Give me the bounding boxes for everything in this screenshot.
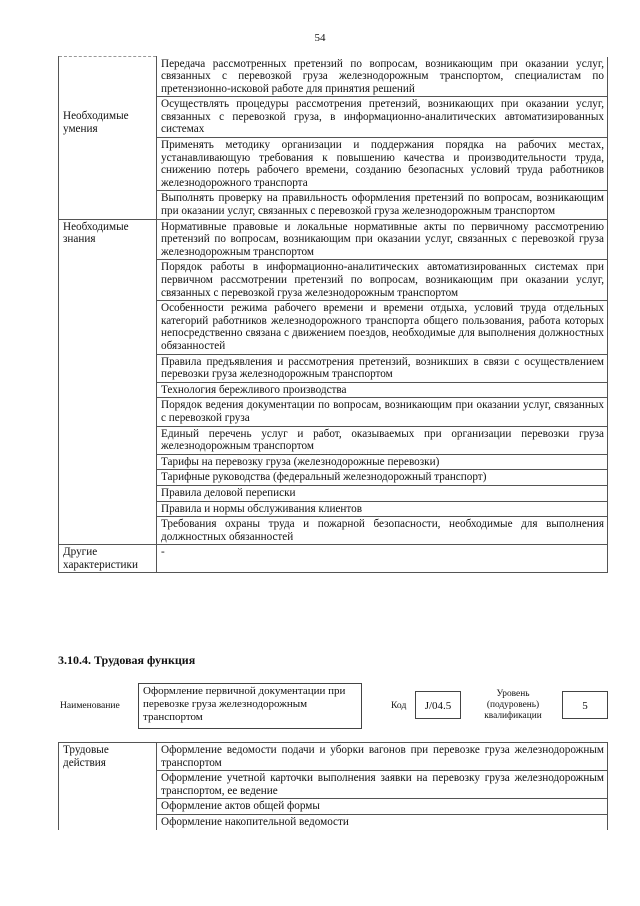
- other-characteristics-label: Другие характеристики: [59, 545, 157, 573]
- qualification-level-value: 5: [562, 691, 608, 719]
- table-row: [59, 219, 608, 260]
- knowledge-item: Порядок ведения документации по вопросам, возникающим при оказании услуг, связанных с перевозкой груза: [157, 398, 608, 426]
- knowledge-label: Необходимые знания: [59, 219, 157, 545]
- labor-action-item: Оформление ведомости подачи и уборки вагонов при перевозке груза железнодорожным транспортом: [157, 743, 608, 771]
- skill-item: Применять методику организации и поддержания порядка на рабочих местах, устанавливающую требования к повышению качества и производительности труда, снижению потерь рабочего времени, созданию безопасных условий труда работников железнодорожного транспорта: [157, 138, 608, 191]
- code-label: Код: [391, 700, 407, 711]
- labor-action-item: Оформление учетной карточки выполнения заявки на перевозку груза железнодорожным транспортом, ее ведение: [157, 771, 608, 799]
- knowledge-item: Технология бережливого производства: [157, 382, 608, 398]
- knowledge-item: Тарифные руководства (федеральный железнодорожный транспорт): [157, 470, 608, 486]
- page-number: 54: [314, 32, 326, 44]
- knowledge-item: Нормативные правовые и локальные нормативные акты по первичному рассмотрению претензий по вопросам, возникающим при оказании услуг, связанных с перевозкой груза железнодорожным транспортом: [157, 219, 608, 260]
- knowledge-item: Правила предъявления и рассмотрения претензий, возникших в связи с осуществлением перевозки груза железнодорожным транспортом: [157, 354, 608, 382]
- knowledge-item: Порядок работы в информационно-аналитических автоматизированных системах при первичном рассмотрении претензий по вопросам, возникающим при оказании услуг, связанных с перевозкой груза железнодорожным транспортом: [157, 260, 608, 301]
- skill-item: Передача рассмотренных претензий по вопросам, возникающим при оказании услуг, связанных с перевозкой груза железнодорожным транспортом, специалистам по претензионно-исковой работе для принятия решений: [157, 57, 608, 97]
- skills-label: Необходимые умения: [59, 57, 157, 220]
- skill-item: Осуществлять процедуры рассмотрения претензий, возникающих при оказании услуг, связанных с перевозкой груза, в информационно-аналитических автоматизированных системах: [157, 97, 608, 138]
- labor-actions-label: Трудовые действия: [59, 743, 157, 830]
- knowledge-item: Правила деловой переписки: [157, 485, 608, 501]
- requirements-table: [58, 56, 608, 573]
- name-value: Оформление первичной документации при перевозке груза железнодорожным транспортом: [138, 683, 362, 729]
- knowledge-item: Требования охраны труда и пожарной безопасности, необходимые для выполнения должностных обязанностей: [157, 517, 608, 545]
- table-row: [59, 743, 608, 771]
- code-value: J/04.5: [415, 691, 461, 719]
- knowledge-item: Тарифы на перевозку груза (железнодорожные перевозки): [157, 454, 608, 470]
- knowledge-item: Правила и нормы обслуживания клиентов: [157, 501, 608, 517]
- section-title: 3.10.4. Трудовая функция: [58, 653, 196, 667]
- qualification-level-label: Уровень (подуровень) квалификации: [484, 689, 542, 721]
- knowledge-item: Единый перечень услуг и работ, оказываемых при организации перевозки груза железнодорожным транспортом: [157, 426, 608, 454]
- labor-actions-table: [58, 742, 608, 830]
- labor-action-item: Оформление накопительной ведомости: [157, 814, 608, 829]
- other-characteristics-value: -: [157, 545, 608, 573]
- labor-function-header: [58, 683, 608, 735]
- name-label: Наименование: [60, 700, 120, 711]
- labor-action-item: Оформление актов общей формы: [157, 799, 608, 815]
- skill-item: Выполнять проверку на правильность оформления претензий по вопросам, возникающим при оказании услуг, связанных с перевозкой груза железнодорожным транспортом: [157, 191, 608, 219]
- table-row: [59, 57, 608, 97]
- table-row: [59, 545, 608, 573]
- knowledge-item: Особенности режима рабочего времени и времени отдыха, условий труда отдельных категорий работников железнодорожного транспорта общего пользования, работа которых непосредственно связана с движением поездов, необходимые для выполнения должностных обязанностей: [157, 301, 608, 354]
